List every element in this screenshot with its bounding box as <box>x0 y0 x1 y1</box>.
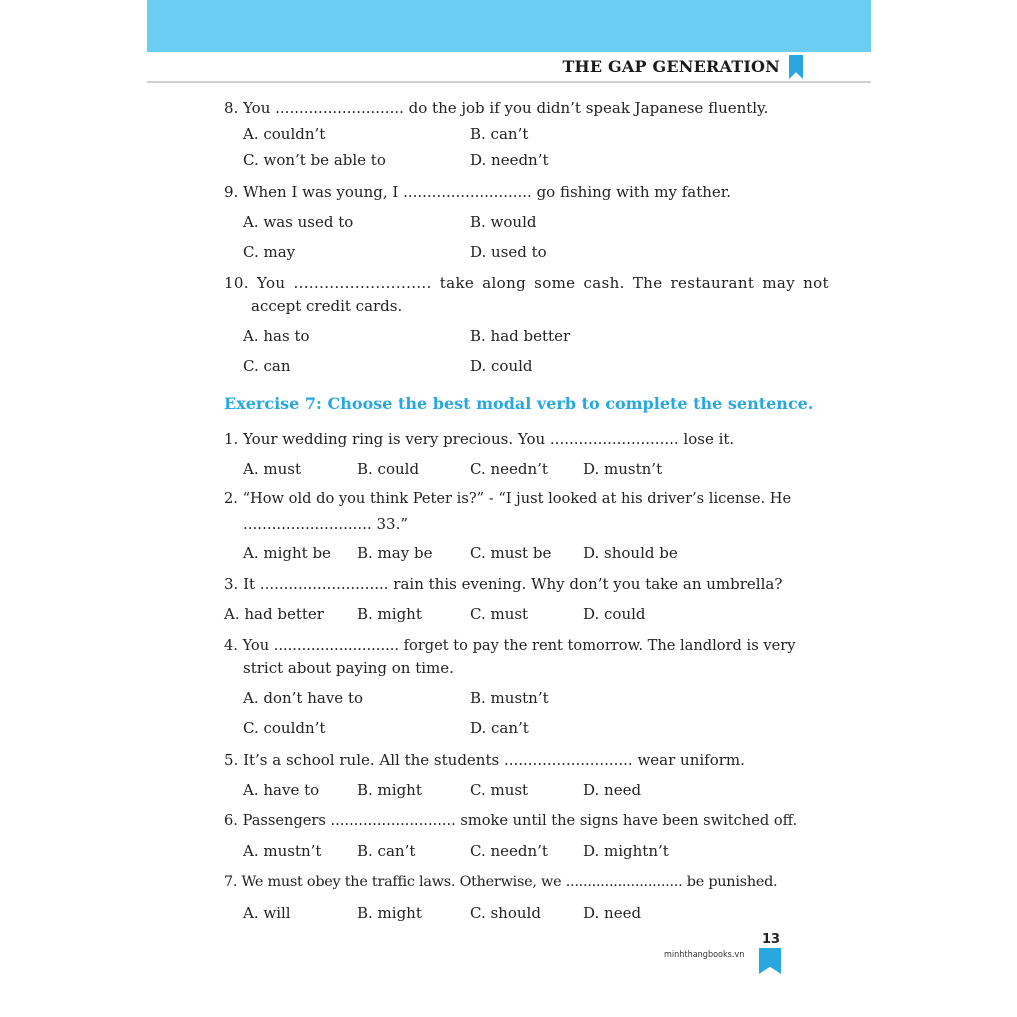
exercise-7-q7-option-a: A. will <box>243 904 291 922</box>
exercise-7-q1-option-c: C. needn’t <box>470 460 548 478</box>
exercise-7-q3-option-d: D. could <box>583 605 646 623</box>
question-9-stem: 9. When I was young, I ........................... go fishing with my father. <box>224 183 732 201</box>
exercise-7-q7-stem: 7. We must obey the traffic laws. Otherwise, we ........................... be punished. <box>224 874 778 890</box>
exercise-7-q3-option-a: A. had better <box>224 605 324 623</box>
question-8-option-a: A. couldn’t <box>243 125 326 143</box>
exercise-7-q4-option-c: C. couldn’t <box>243 719 326 737</box>
header-divider <box>147 81 871 83</box>
exercise-7-q2-option-a: A. might be <box>243 544 331 562</box>
exercise-7-q1-option-d: D. mustn’t <box>583 460 663 478</box>
exercise-7-q4-stem-line1: 4. You ........................... forget to pay the rent tomorrow. The landlord is very <box>224 637 796 654</box>
exercise-7-q1-stem: 1. Your wedding ring is very precious. You ........................... lose it. <box>224 430 735 448</box>
question-10-option-d: D. could <box>470 357 533 375</box>
exercise-7-q2-stem-line1: 2. “How old do you think Peter is?” - “I just looked at his driver’s license. He <box>224 490 792 507</box>
exercise-7-q5-option-b: B. might <box>357 781 422 799</box>
exercise-7-q4-stem-line2: strict about paying on time. <box>243 659 454 677</box>
bookmark-icon <box>759 948 781 974</box>
exercise-7-q5-option-c: C. must <box>470 781 529 799</box>
exercise-7-q6-option-c: C. needn’t <box>470 842 548 860</box>
exercise-7-q3-stem: 3. It ........................... rain this evening. Why don’t you take an umbrella? <box>224 575 783 593</box>
question-8-option-c: C. won’t be able to <box>243 151 386 169</box>
exercise-7-q5-stem: 5. It’s a school rule. All the students ........................... wear uniform. <box>224 751 745 769</box>
exercise-7-q6-option-a: A. mustn’t <box>243 842 322 860</box>
bookmark-icon <box>789 55 803 79</box>
question-8-option-b: B. can’t <box>470 125 529 143</box>
question-8-stem: 8. You ........................... do the job if you didn’t speak Japanese fluently. <box>224 99 769 117</box>
exercise-7-q1-option-a: A. must <box>243 460 301 478</box>
exercise-7-q6-option-b: B. can’t <box>357 842 416 860</box>
question-10-stem-line1: 10. You ........................... take along some cash. The restaurant may not <box>224 274 829 292</box>
exercise-7-q5-option-d: D. need <box>583 781 642 799</box>
exercise-7-q2-option-c: C. must be <box>470 544 552 562</box>
exercise-7-q7-option-b: B. might <box>357 904 422 922</box>
question-10-stem-line2: accept credit cards. <box>251 297 403 315</box>
exercise-7-q6-option-d: D. mightn’t <box>583 842 669 860</box>
exercise-7-q2-stem-line2: ........................... 33.” <box>243 515 409 533</box>
question-8-option-d: D. needn’t <box>470 151 549 169</box>
page-number: 13 <box>762 932 781 947</box>
exercise-7-q4-option-a: A. don’t have to <box>243 689 364 707</box>
chapter-title: THE GAP GENERATION <box>562 57 780 76</box>
exercise-7-q4-option-b: B. mustn’t <box>470 689 549 707</box>
exercise-7-q2-option-b: B. may be <box>357 544 433 562</box>
exercise-7-q6-stem: 6. Passengers ........................... smoke until the signs have been switched off. <box>224 812 798 829</box>
header-band <box>147 0 871 52</box>
question-10-option-b: B. had better <box>470 327 571 345</box>
exercise-7-q7-option-c: C. should <box>470 904 541 922</box>
publisher-website: minhthangbooks.vn <box>664 950 745 960</box>
exercise-7-q3-option-c: C. must <box>470 605 529 623</box>
question-9-option-c: C. may <box>243 243 296 261</box>
exercise-7-q5-option-a: A. have to <box>243 781 320 799</box>
exercise-7-title: Exercise 7: Choose the best modal verb to complete the sentence. <box>224 394 814 413</box>
exercise-7-q1-option-b: B. could <box>357 460 420 478</box>
question-10-option-a: A. has to <box>243 327 310 345</box>
question-9-option-a: A. was used to <box>243 213 354 231</box>
question-9-option-d: D. used to <box>470 243 547 261</box>
exercise-7-q4-option-d: D. can’t <box>470 719 529 737</box>
exercise-7-q2-option-d: D. should be <box>583 544 678 562</box>
exercise-7-q7-option-d: D. need <box>583 904 642 922</box>
exercise-7-q3-option-b: B. might <box>357 605 422 623</box>
question-9-option-b: B. would <box>470 213 537 231</box>
question-10-option-c: C. can <box>243 357 291 375</box>
